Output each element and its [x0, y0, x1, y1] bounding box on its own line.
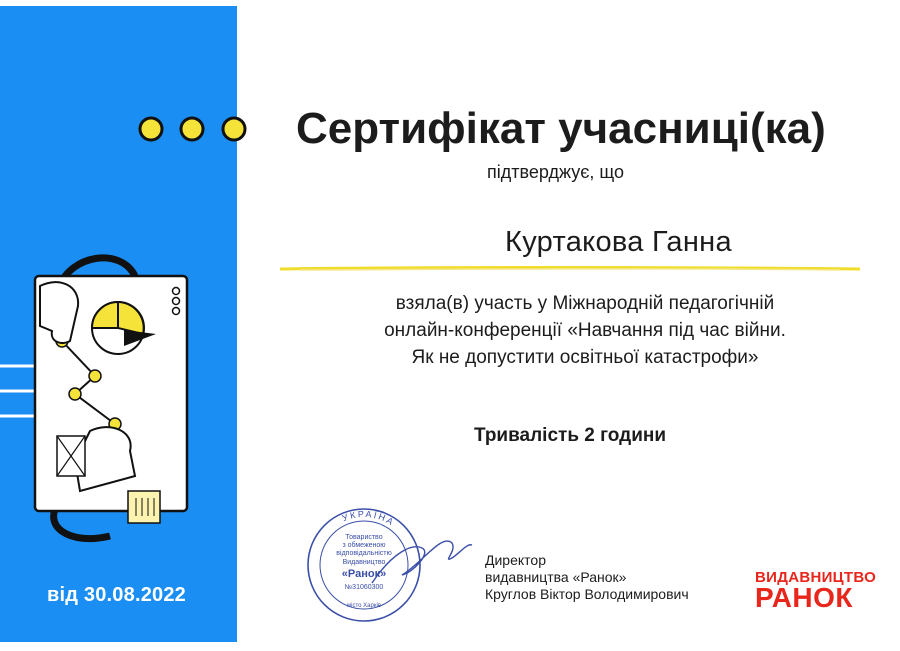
publisher-logo — [755, 570, 876, 612]
signatory-organization: видавництва «Ранок» — [485, 569, 627, 585]
stamp-center: «Ранок» — [341, 568, 387, 580]
certificate-subtitle: підтверджує, що — [487, 162, 625, 182]
name-underline — [280, 264, 860, 274]
signatory-name: Круглов Віктор Володимирович — [485, 586, 689, 602]
description-line: Як не допустити освітньої катастрофи» — [411, 347, 759, 368]
note-card-icon — [128, 491, 160, 523]
stamp-line: Видавництво — [342, 559, 386, 566]
certificate-date: від 30.08.2022 — [47, 584, 187, 606]
dashboard-illustration — [0, 246, 237, 546]
participation-description — [300, 290, 870, 371]
signature-scribble — [372, 541, 472, 583]
signatory-block — [485, 552, 689, 603]
stamp-line: відповідальністю — [336, 550, 392, 557]
description-line: взяла(в) участь у Міжнародній педагогічній — [395, 293, 775, 314]
stamp-line: з обмеженою — [342, 542, 386, 549]
logo-top-text: ВИДАВНИЦТВО — [755, 569, 877, 586]
recipient-name: Куртакова Ганна — [505, 226, 732, 258]
stamp-city: місто Харків — [347, 603, 381, 609]
duration-text: Тривалість 2 години — [473, 425, 667, 446]
stamp-outer-text: УКРАЇНА — [340, 508, 397, 528]
stamp-line: Товариство — [345, 534, 383, 541]
official-stamp — [302, 503, 482, 633]
signatory-role: Директор — [485, 552, 546, 568]
description-line: онлайн-конференції «Навчання під час війни. — [384, 320, 786, 341]
certificate-title: Сертифікат учасниці(ка) — [296, 104, 826, 153]
blue-side-band — [0, 6, 237, 642]
three-dots-icon — [137, 115, 251, 145]
stamp-code: №31060300 — [344, 584, 384, 591]
logo-bottom-text: РАНОК — [755, 582, 854, 613]
